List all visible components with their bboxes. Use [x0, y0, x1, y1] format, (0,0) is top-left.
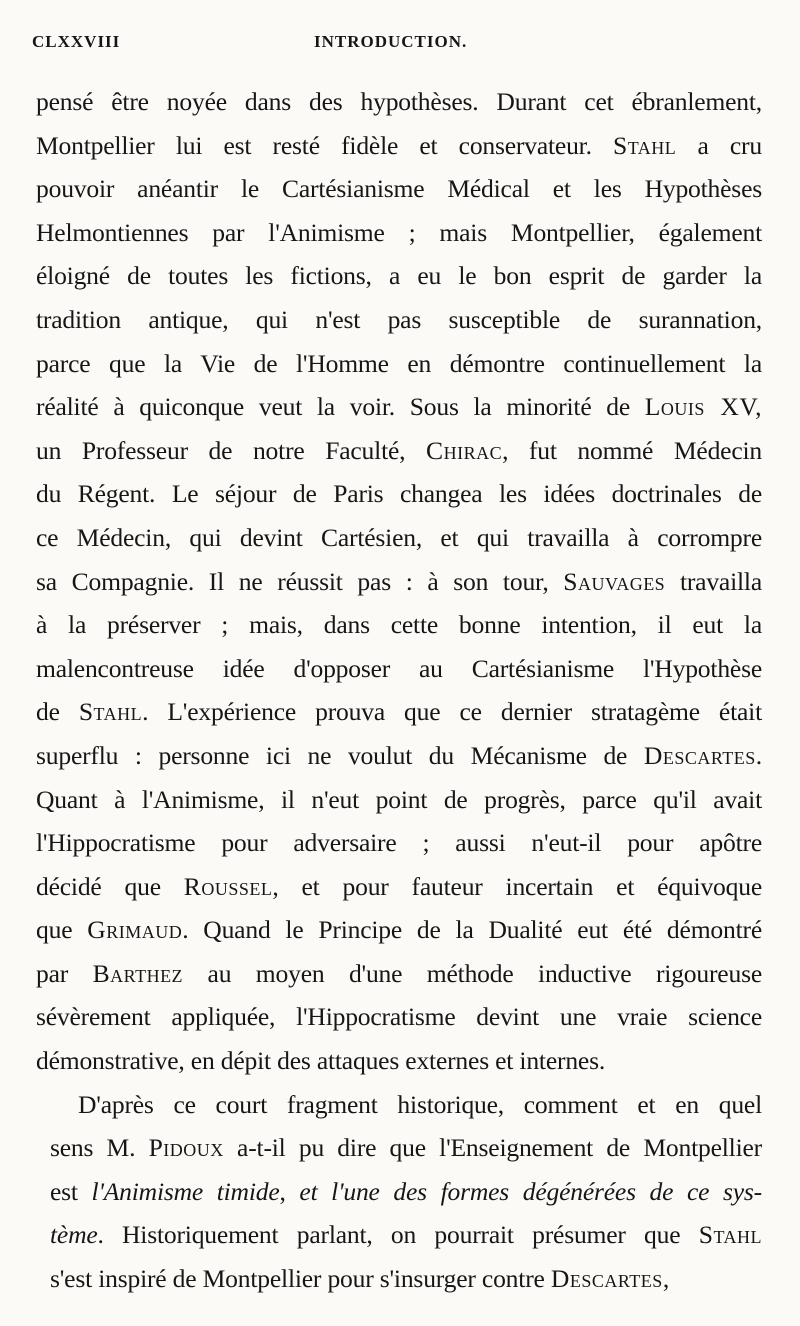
text-line: [36, 429, 762, 473]
text-run: a-t-il pu dire que l'Enseignement de Montpellier: [223, 1133, 762, 1163]
text-run: démonstrative, en dépit des attaques externes et internes.: [36, 1046, 606, 1076]
text-line: [36, 1126, 762, 1170]
text-line: [36, 1083, 762, 1127]
text-run: superflu : personne ici ne voulut du Mécanisme de: [36, 740, 644, 770]
text-run: . Historiquement parlant, on pourrait présumer que: [97, 1220, 699, 1250]
text-run: au moyen d'une méthode inductive rigoureuse: [183, 958, 762, 988]
text-run: travailla: [665, 566, 762, 596]
text-line: [36, 167, 762, 211]
italic-text: l'Animisme timide: [91, 1176, 280, 1206]
text-run: a cru: [676, 130, 762, 160]
text-line: [36, 298, 762, 342]
name-small-caps: Descartes: [643, 740, 756, 770]
text-line: [36, 472, 762, 516]
text-line: [36, 124, 762, 168]
text-run: est: [50, 1176, 92, 1206]
text-line: [36, 647, 762, 691]
text-line: [36, 254, 762, 298]
text-run: de: [36, 697, 79, 727]
running-header: [32, 32, 768, 60]
text-run: malencontreuse idée d'opposer au Cartésianisme l'Hypothèse: [36, 653, 762, 683]
text-run: par: [36, 958, 93, 988]
text-run: . Quand le Principe de la Dualité eut été démontré: [182, 915, 762, 945]
text-run: décidé que: [36, 871, 184, 901]
name-small-caps: Barthez: [92, 958, 184, 988]
italic-text: tème: [50, 1220, 98, 1250]
text-line: [36, 908, 762, 952]
text-run: , fut nommé Médecin: [502, 435, 762, 465]
running-title: INTRODUCTION.: [314, 32, 468, 51]
text-run: du Régent. Le séjour de Paris changea les idées doctrinales de: [36, 479, 762, 509]
text-run: pouvoir anéantir le Cartésianisme Médical et les Hypothèses: [36, 174, 762, 204]
italic-text: et l'une des formes dégénérées de ce sys-: [299, 1176, 762, 1206]
text-run: . L'expérience prouva que ce dernier stratagème était: [142, 697, 762, 727]
text-run: parce que la Vie de l'Homme en démontre continuellement la: [36, 348, 762, 378]
text-run: , et pour fauteur incertain et équivoque: [272, 871, 762, 901]
text-line: [36, 1039, 762, 1083]
text-run: éloigné de toutes les fictions, a eu le bon esprit de garder la: [36, 261, 762, 291]
text-run: que: [36, 915, 88, 945]
text-line: [36, 211, 762, 255]
text-line: [36, 516, 762, 560]
text-run: sa Compagnie. Il ne réussit pas : à son tour,: [36, 566, 564, 596]
text-line: [36, 734, 762, 778]
text-run: ,: [662, 1264, 670, 1294]
name-small-caps: Stahl: [698, 1220, 762, 1250]
text-run: s'est inspiré de Montpellier pour s'insurger contre: [50, 1264, 551, 1294]
name-small-caps: Roussel: [183, 871, 273, 901]
text-run: l'Hippocratisme pour adversaire ; aussi n'eut-il pour apôtre: [36, 828, 762, 858]
text-run: Helmontiennes par l'Animisme ; mais Montpellier, également: [36, 217, 762, 247]
text-body: [36, 80, 762, 1301]
text-run: sévèrement appliquée, l'Hippocratisme devint une vraie science: [36, 1002, 762, 1032]
text-line: [36, 821, 762, 865]
text-run: .: [755, 740, 762, 770]
text-line: [36, 952, 762, 996]
text-run: ,: [279, 1176, 300, 1206]
text-run: à la préserver ; mais, dans cette bonne intention, il eut la: [36, 610, 762, 640]
page-number: CLXXVIII: [32, 32, 121, 51]
text-line: [36, 865, 762, 909]
text-line: [36, 1213, 762, 1257]
name-small-caps: Descartes: [550, 1264, 663, 1294]
text-line: [36, 1257, 762, 1301]
text-run: pensé être noyée dans des hypothèses. Durant cet ébranlement,: [36, 87, 762, 116]
text-run: réalité à quiconque veut la voir. Sous la minorité de: [36, 392, 645, 422]
text-line: [36, 80, 762, 124]
text-line: [36, 1170, 762, 1214]
text-line: [36, 995, 762, 1039]
name-small-caps: Louis XV,: [644, 392, 762, 422]
text-line: [36, 690, 762, 734]
text-run: ce Médecin, qui devint Cartésien, et qui travailla à corrompre: [36, 522, 762, 552]
text-run: Quant à l'Animisme, il n'eut point de progrès, parce qu'il avait: [36, 784, 762, 814]
name-small-caps: Sauvages: [563, 566, 666, 596]
text-line: [36, 342, 762, 386]
text-line: [36, 560, 762, 604]
text-run: tradition antique, qui n'est pas susceptible de surannation,: [36, 304, 762, 334]
text-run: sens M.: [50, 1133, 149, 1163]
name-small-caps: Pidoux: [148, 1133, 224, 1163]
name-small-caps: Chirac: [426, 435, 503, 465]
text-run: D'après ce court fragment historique, comment et en quel: [78, 1089, 762, 1119]
name-small-caps: Stahl: [78, 697, 143, 727]
text-run: un Professeur de notre Faculté,: [36, 435, 426, 465]
name-small-caps: Grimaud: [87, 915, 183, 945]
text-line: [36, 603, 762, 647]
text-line: [36, 385, 762, 429]
text-run: Montpellier lui est resté fidèle et conservateur.: [36, 130, 614, 160]
name-small-caps: Stahl: [613, 130, 677, 160]
text-line: [36, 778, 762, 822]
